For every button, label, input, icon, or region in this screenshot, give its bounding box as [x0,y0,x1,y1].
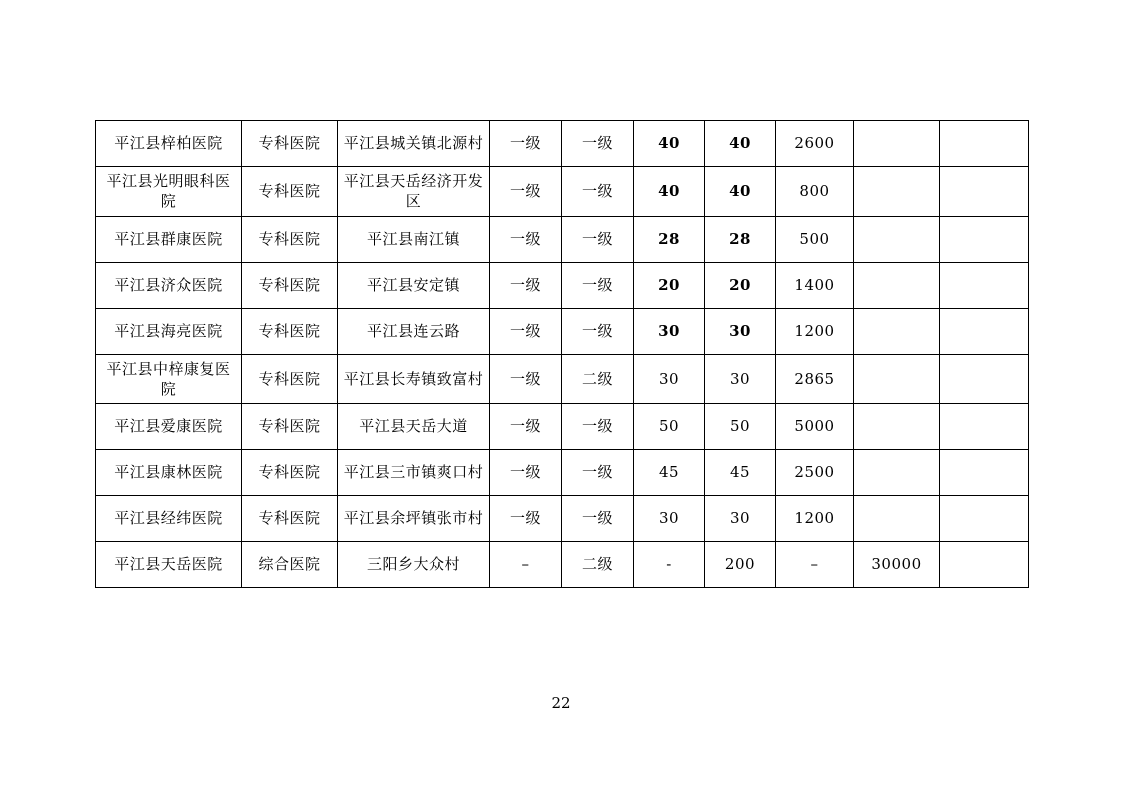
cell-remark [940,121,1029,167]
table-row [96,262,1029,308]
cell-remark [940,496,1029,542]
table-row [96,308,1029,354]
cell-level: 一级 [490,354,562,404]
cell-approved-level: 一级 [562,216,634,262]
cell-area: 500 [776,216,854,262]
cell-address: 平江县连云路 [338,308,490,354]
table-row [96,496,1029,542]
cell-remark [940,308,1029,354]
page-number: 22 [551,694,571,712]
cell-area: – [776,542,854,588]
cell-beds-1: 45 [634,450,705,496]
cell-category: 专科医院 [242,354,338,404]
cell-beds-2: 40 [705,167,776,217]
cell-investment [854,121,940,167]
cell-level: 一级 [490,450,562,496]
cell-beds-1: - [634,542,705,588]
cell-beds-2: 200 [705,542,776,588]
cell-category: 专科医院 [242,167,338,217]
cell-address: 平江县三市镇爽口村 [338,450,490,496]
cell-address: 三阳乡大众村 [338,542,490,588]
cell-investment [854,354,940,404]
cell-remark [940,167,1029,217]
cell-beds-1: 30 [634,308,705,354]
cell-institution-name: 平江县康林医院 [96,450,242,496]
cell-address: 平江县天岳大道 [338,404,490,450]
cell-institution-name: 平江县群康医院 [96,216,242,262]
cell-level: 一级 [490,308,562,354]
cell-area: 5000 [776,404,854,450]
cell-area: 1400 [776,262,854,308]
cell-category: 专科医院 [242,496,338,542]
cell-beds-1: 28 [634,216,705,262]
cell-beds-1: 30 [634,354,705,404]
cell-level: – [490,542,562,588]
cell-beds-2: 30 [705,354,776,404]
cell-area: 2600 [776,121,854,167]
table-row [96,354,1029,404]
cell-area: 2500 [776,450,854,496]
table-row [96,450,1029,496]
cell-category: 专科医院 [242,216,338,262]
cell-category: 专科医院 [242,450,338,496]
cell-address: 平江县南江镇 [338,216,490,262]
cell-beds-2: 28 [705,216,776,262]
cell-remark [940,542,1029,588]
cell-remark [940,216,1029,262]
cell-address: 平江县余坪镇张市村 [338,496,490,542]
cell-address: 平江县安定镇 [338,262,490,308]
cell-remark [940,354,1029,404]
cell-institution-name: 平江县济众医院 [96,262,242,308]
cell-level: 一级 [490,167,562,217]
cell-approved-level: 一级 [562,167,634,217]
cell-approved-level: 一级 [562,404,634,450]
cell-institution-name: 平江县海亮医院 [96,308,242,354]
cell-institution-name: 平江县天岳医院 [96,542,242,588]
cell-institution-name: 平江县光明眼科医院 [96,167,242,217]
cell-institution-name: 平江县爱康医院 [96,404,242,450]
cell-beds-2: 30 [705,496,776,542]
cell-approved-level: 一级 [562,121,634,167]
cell-investment [854,167,940,217]
cell-approved-level: 二级 [562,542,634,588]
cell-address: 平江县城关镇北源村 [338,121,490,167]
cell-remark [940,404,1029,450]
table-row [96,167,1029,217]
facility-table-body [96,121,1029,588]
cell-beds-2: 50 [705,404,776,450]
cell-investment [854,262,940,308]
cell-investment: 30000 [854,542,940,588]
cell-area: 1200 [776,308,854,354]
table-row [96,404,1029,450]
cell-level: 一级 [490,262,562,308]
cell-category: 专科医院 [242,308,338,354]
cell-beds-1: 50 [634,404,705,450]
cell-category: 综合医院 [242,542,338,588]
cell-beds-2: 30 [705,308,776,354]
cell-institution-name: 平江县经纬医院 [96,496,242,542]
cell-investment [854,496,940,542]
cell-approved-level: 一级 [562,308,634,354]
cell-beds-2: 40 [705,121,776,167]
cell-approved-level: 一级 [562,496,634,542]
cell-beds-1: 30 [634,496,705,542]
cell-institution-name: 平江县中梓康复医院 [96,354,242,404]
cell-level: 一级 [490,121,562,167]
cell-investment [854,450,940,496]
cell-beds-1: 40 [634,121,705,167]
cell-address: 平江县长寿镇致富村 [338,354,490,404]
cell-approved-level: 一级 [562,450,634,496]
facility-table [95,120,1029,588]
cell-remark [940,450,1029,496]
facility-table-container [95,120,1028,588]
cell-category: 专科医院 [242,121,338,167]
cell-investment [854,308,940,354]
cell-level: 一级 [490,496,562,542]
cell-category: 专科医院 [242,404,338,450]
cell-address: 平江县天岳经济开发区 [338,167,490,217]
cell-beds-2: 45 [705,450,776,496]
cell-area: 800 [776,167,854,217]
cell-level: 一级 [490,216,562,262]
cell-approved-level: 一级 [562,262,634,308]
cell-area: 1200 [776,496,854,542]
cell-beds-2: 20 [705,262,776,308]
cell-level: 一级 [490,404,562,450]
cell-category: 专科医院 [242,262,338,308]
cell-approved-level: 二级 [562,354,634,404]
cell-investment [854,216,940,262]
cell-beds-1: 20 [634,262,705,308]
cell-beds-1: 40 [634,167,705,217]
table-row [96,542,1029,588]
cell-investment [854,404,940,450]
cell-remark [940,262,1029,308]
cell-area: 2865 [776,354,854,404]
cell-institution-name: 平江县梓柏医院 [96,121,242,167]
table-row [96,216,1029,262]
table-row [96,121,1029,167]
